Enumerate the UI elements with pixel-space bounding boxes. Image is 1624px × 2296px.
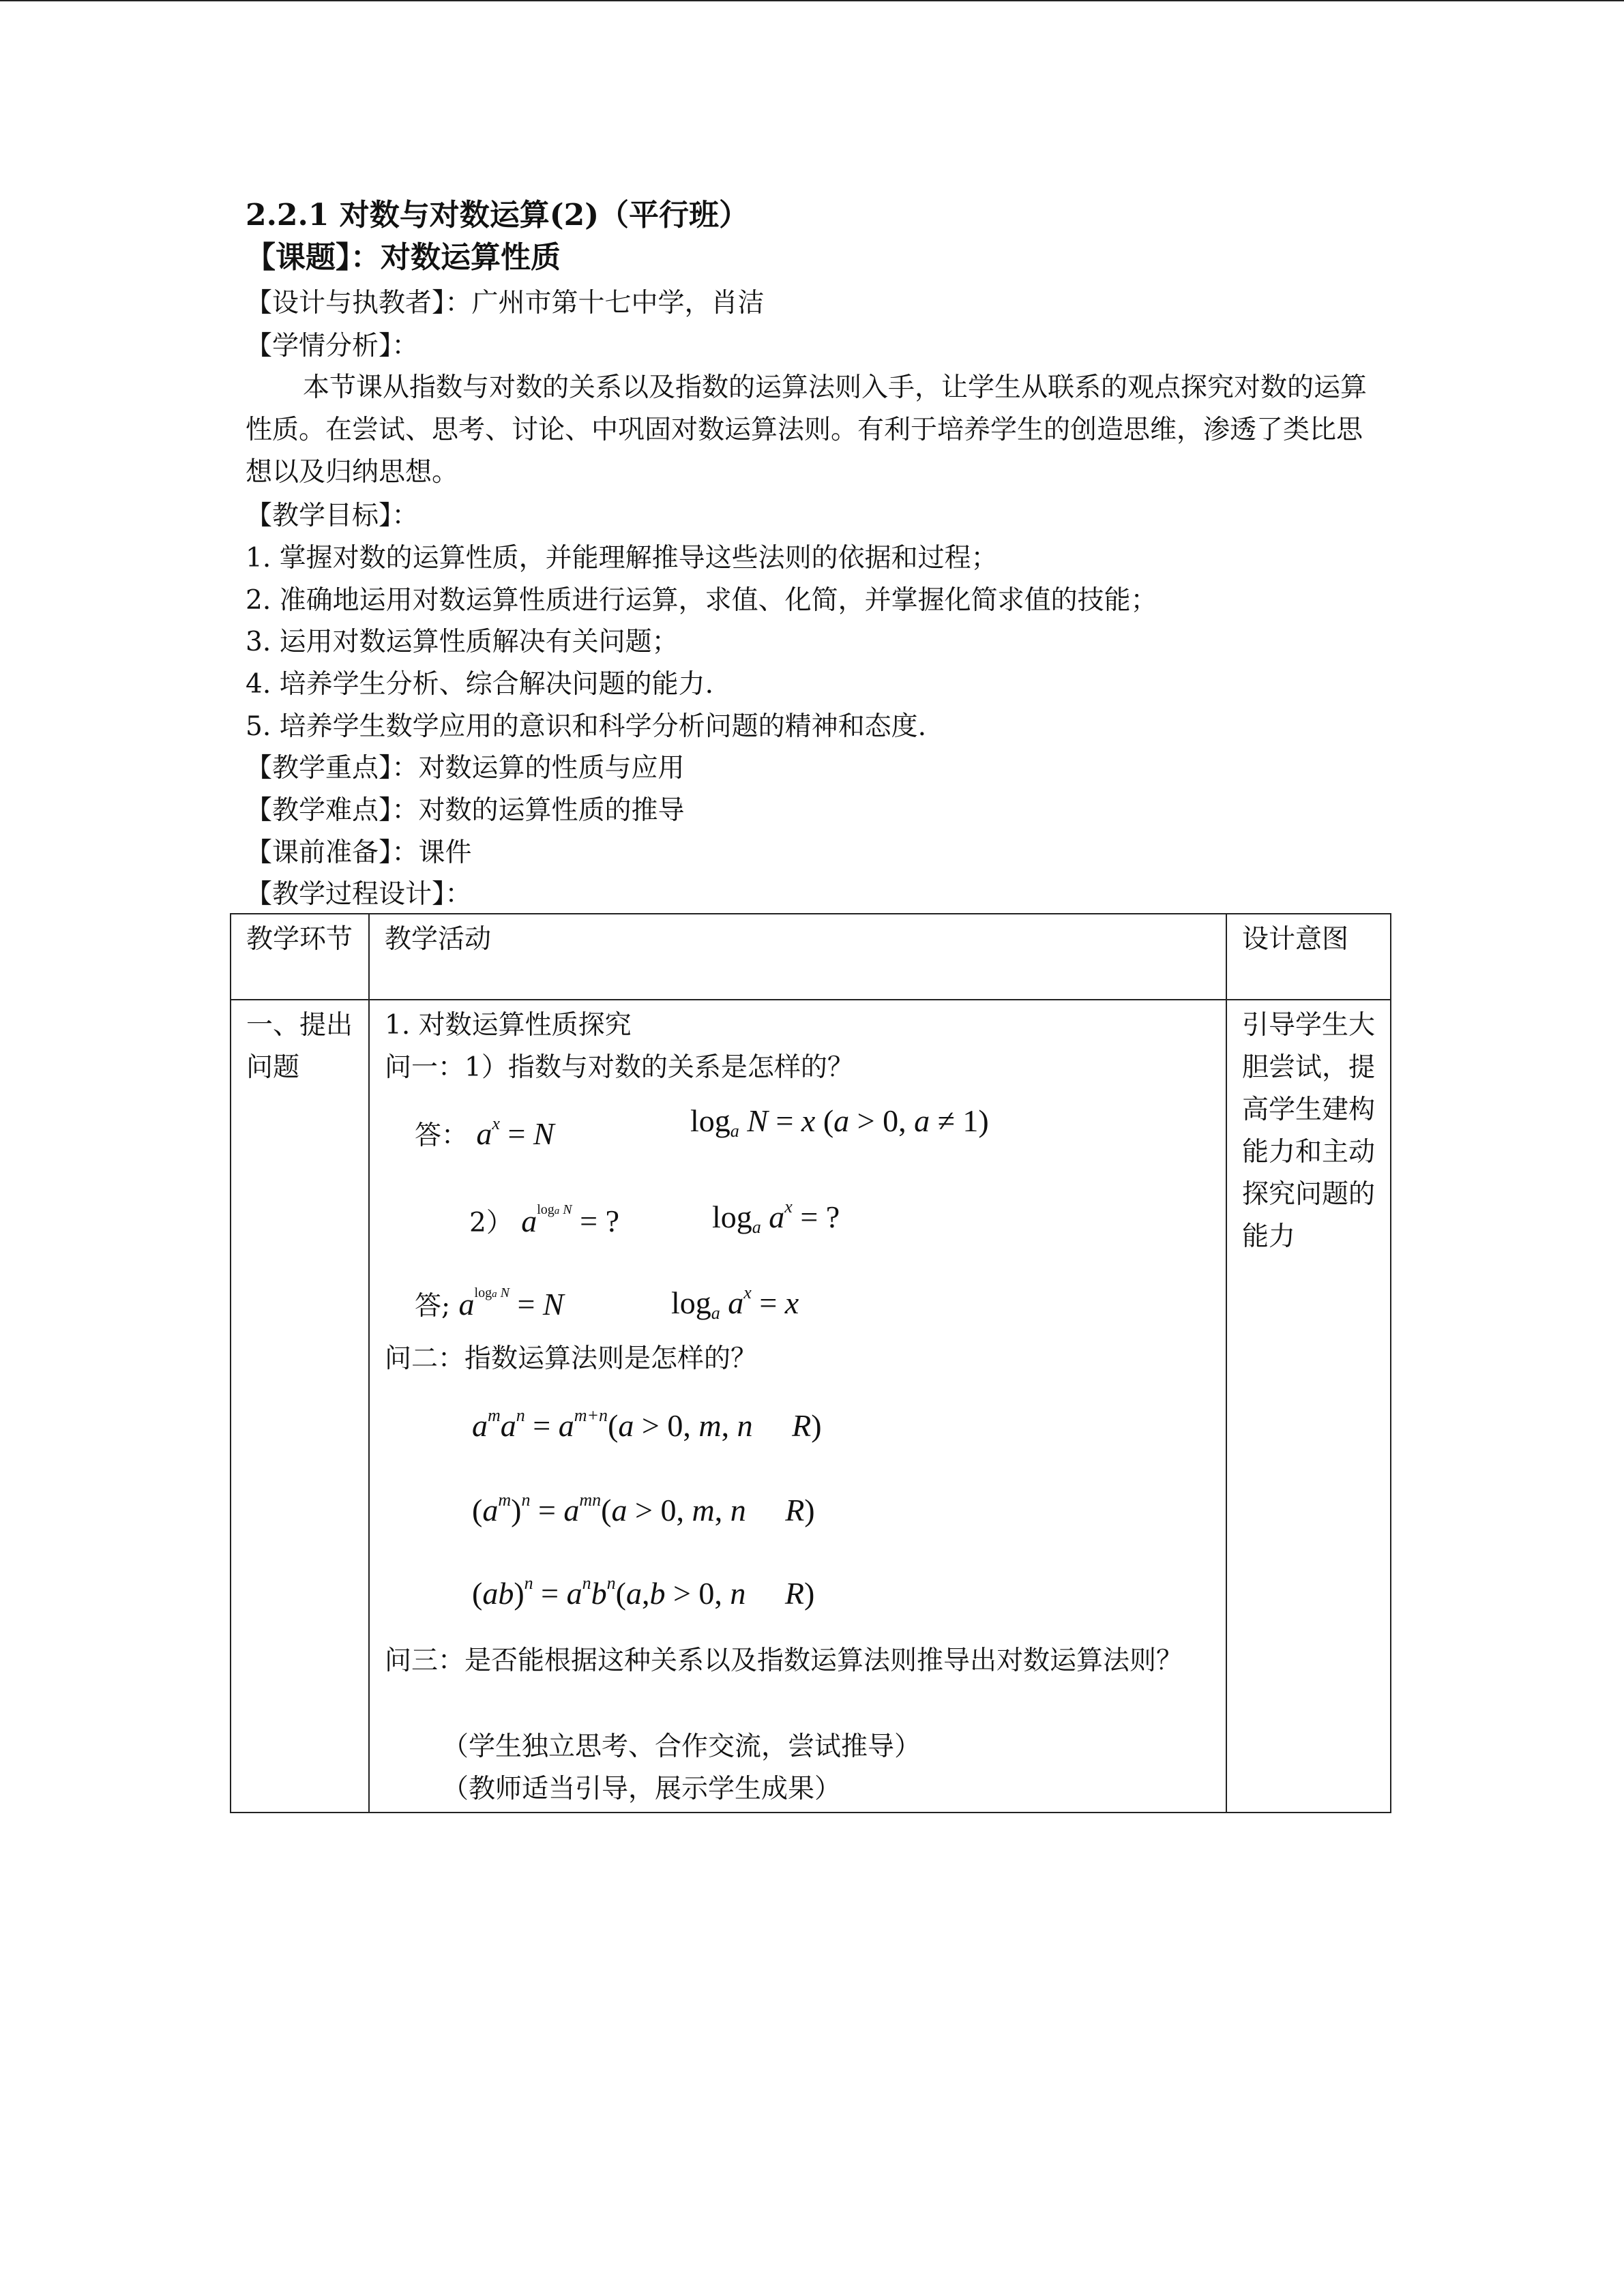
formula-log: $\log_a N = x$ (a > 0, a ≠ 1) (690, 1103, 989, 1141)
process-label: 【教学过程设计】： (246, 879, 472, 910)
answer-one (415, 1103, 555, 1157)
goal-item: 1. 掌握对数的运算性质，并能理解推导这些法则的依据和过程； (246, 543, 998, 573)
header-activity: 教学活动 (369, 914, 1226, 1000)
topic-line: 【课题】：对数运算性质 (246, 240, 561, 275)
stage-cell: 一、提出问题 (231, 1000, 369, 1813)
designer-line: 【设计与执教者】：广州市第十七中学，肖洁 (246, 288, 765, 318)
difficulty-line: 【教学难点】：对数的运算性质的推导 (246, 795, 685, 826)
answer-label: 答： (415, 1120, 469, 1151)
activity-cell (369, 1000, 1226, 1813)
formula-exp: $a^x = N$ (476, 1114, 555, 1151)
question-three: 问三：是否能根据这种关系以及指数运算法则推导出对数运算法则？ (385, 1645, 1183, 1676)
goal-item: 4. 培养学生分析、综合解决问题的能力. (246, 669, 714, 700)
header-intent: 设计意图 (1226, 914, 1391, 1000)
question-one-b: 2） $a^{loga N}$ = ? (469, 1202, 619, 1238)
goals-label: 【教学目标】： (246, 501, 419, 531)
formula-log-identity: $\log_a a^x = x$ (671, 1283, 799, 1323)
rule-product: $a^ma^n = a^{m+n}(a > 0$, m, n R) (472, 1405, 822, 1443)
answer-two: 答; $a^{loga N} = N$ (415, 1285, 564, 1322)
formula-log-power: $\log_a a^x$ = ? (712, 1197, 840, 1237)
question-one: 问一：1）指数与对数的关系是怎样的？ (385, 1052, 854, 1083)
process-table (230, 913, 1391, 1813)
header-stage: 教学环节 (231, 914, 369, 1000)
analysis-label: 【学情分析】： (246, 331, 419, 361)
rule-product-power: $(ab)^n = a^nb^n(a,b > 0$, n R) (472, 1573, 815, 1611)
goal-item: 5. 培养学生数学应用的意识和科学分析问题的精神和态度. (246, 711, 927, 742)
question-two: 问二：指数运算法则是怎样的？ (385, 1343, 758, 1374)
analysis-paragraph: 本节课从指数与对数的关系以及指数的运算法则入手，让学生从联系的观点探究对数的运算性质。在尝试、思考、讨论、中巩固对数运算法则。有利于培养学生的创造思维，渗透了类比思想以及归纳思想。 (246, 372, 1368, 488)
goal-item: 3. 运用对数运算性质解决有关问题； (246, 627, 679, 657)
doc-title: 2.2.1 对数与对数运算(2)（平行班） (246, 198, 750, 233)
preparation-line: 【课前准备】：课件 (246, 837, 472, 868)
goal-item: 2. 准确地运用对数运算性质进行运算，求值、化简，并掌握化简求值的技能； (246, 585, 1157, 616)
key-point-line: 【教学重点】：对数运算的性质与应用 (246, 753, 685, 784)
intent-cell: 引导学生大胆尝试，提高学生建构能力和主动探究问题的能力 (1226, 1000, 1391, 1813)
note-teacher: （教师适当引导，展示学生成果） (442, 1774, 842, 1804)
table-header-row (231, 914, 1391, 1000)
rule-power: $(a^m)^n = a^{mn}(a > 0$, m, n R) (472, 1490, 815, 1527)
note-students: （学生独立思考、合作交流，尝试推导） (442, 1731, 921, 1762)
table-row (231, 1000, 1391, 1813)
activity-heading: 1. 对数运算性质探究 (385, 1010, 632, 1041)
